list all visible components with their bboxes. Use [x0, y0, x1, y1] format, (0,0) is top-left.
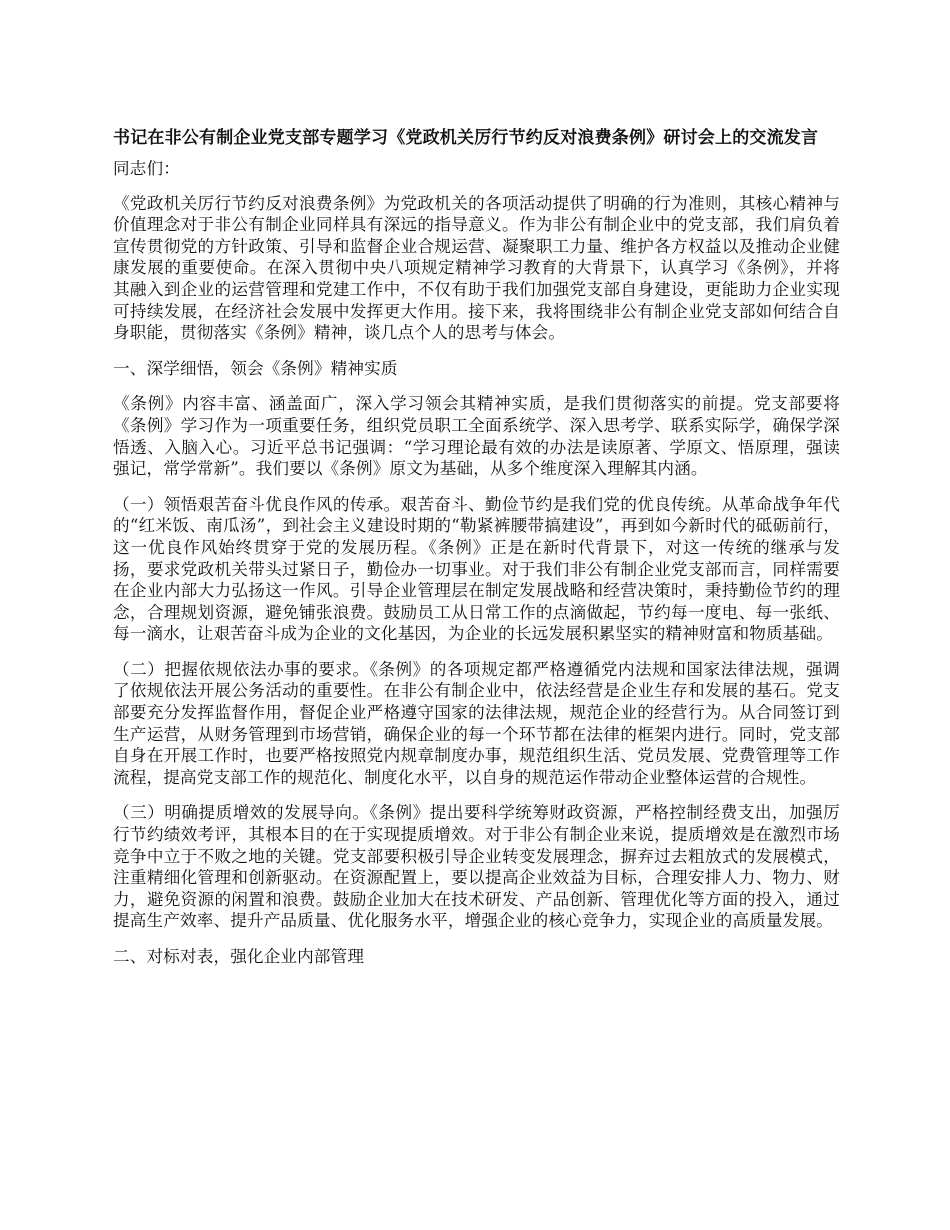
- section-heading-2: 二、对标对表，强化企业内部管理: [113, 947, 365, 966]
- intro-paragraph: 《党政机关厉行节约反对浪费条例》为党政机关的各项活动提供了明确的行为准则，其核心精神与价值理念对于非公有制企业同样具有深远的指导意义。作为非公有制企业中的党支部，我们肩负着宣传贯彻党的方针政策、引导和监督企业合规运营、凝聚职工力量、维护各方权益以及推动企业健康发展的重要使命。在深入贯彻中央八项规定精神学习教育的大背景下，认真学习《条例》，并将其融入到企业的运营管理和党建工作中，不仅有助于我们加强党支部自身建设，更能助力企业实现可持续发展，在经济社会发展中发挥更大作用。接下来，我将围绕非公有制企业党支部如何结合自身职能，贯彻落实《条例》精神，谈几点个人的思考与体会。: [113, 193, 840, 343]
- section-heading-1: 一、深学细悟，领会《条例》精神实质: [113, 358, 398, 378]
- section-1-paragraph-2: （一）领悟艰苦奋斗优良作风的传承。艰苦奋斗、勤俭节约是我们党的优良传统。从革命战争年代的“红米饭、南瓜汤”，到社会主义建设时期的“勒紧裤腰带搞建设”，再到如今新时代的砥砺前行，这一优良作风始终贯穿于党的发展历程。《条例》正是在新时代背景下，对这一传统的继承与发扬，要求党政机关带头过紧日子，勤俭办一切事业。对于我们非公有制企业党支部而言，同样需要在企业内部大力弘扬这一作风。引导企业管理层在制定发展战略和经营决策时，秉持勤俭节约的理念，合理规划资源，避免铺张浪费。鼓励员工从日常工作的点滴做起，节约每一度电、每一张纸、每一滴水，让艰苦奋斗成为企业的文化基因，为企业的长远发展积累坚实的精神财富和物质基础。: [113, 494, 840, 644]
- document-page: [113, 127, 840, 982]
- section-1-paragraph-4: （三）明确提质增效的发展导向。《条例》提出要科学统筹财政资源，严格控制经费支出，加强厉行节约绩效考评，其根本目的在于实现提质增效。对于非公有制企业来说，提质增效是在激烈市场竞争中立于不败之地的关键。党支部要积极引导企业转变发展理念，摒弃过去粗放式的发展模式，注重精细化管理和创新驱动。在资源配置上，要以提高企业效益为目标，合理安排人力、物力、财力，避免资源的闲置和浪费。鼓励企业加大在技术研发、产品创新、管理优化等方面的投入，通过提高生产效率、提升产品质量、优化服务水平，增强企业的核心竞争力，实现企业的高质量发展。: [113, 803, 840, 931]
- section-1-paragraph-3: （二）把握依规依法办事的要求。《条例》的各项规定都严格遵循党内法规和国家法律法规，强调了依规依法开展公务活动的重要性。在非公有制企业中，依法经营是企业生存和发展的基石。党支部要充分发挥监督作用，督促企业严格遵守国家的法律法规，规范企业的经营行为。从合同签订到生产运营，从财务管理到市场营销，确保企业的每一个环节都在法律的框架内进行。同时，党支部自身在开展工作时，也要严格按照党内规章制度办事，规范组织生活、党员发展、党费管理等工作流程，提高党支部工作的规范化、制度化水平，以自身的规范运作带动企业整体运营的合规性。: [113, 659, 840, 787]
- section-1-paragraph-1: 《条例》内容丰富、涵盖面广，深入学习领会其精神实质，是我们贯彻落实的前提。党支部要将《条例》学习作为一项重要任务，组织党员职工全面系统学、深入思考学、联系实际学，确保学深悟透、入脑入心。习近平总书记强调：“学习理论最有效的办法是读原著、学原文、悟原理，强读强记，常学常新”。我们要以《条例》原文为基础，从多个维度深入理解其内涵。: [113, 394, 840, 479]
- salutation: 同志们：: [113, 159, 180, 178]
- document-title: 书记在非公有制企业党支部专题学习《党政机关厉行节约反对浪费条例》研讨会上的交流发言: [113, 128, 819, 148]
